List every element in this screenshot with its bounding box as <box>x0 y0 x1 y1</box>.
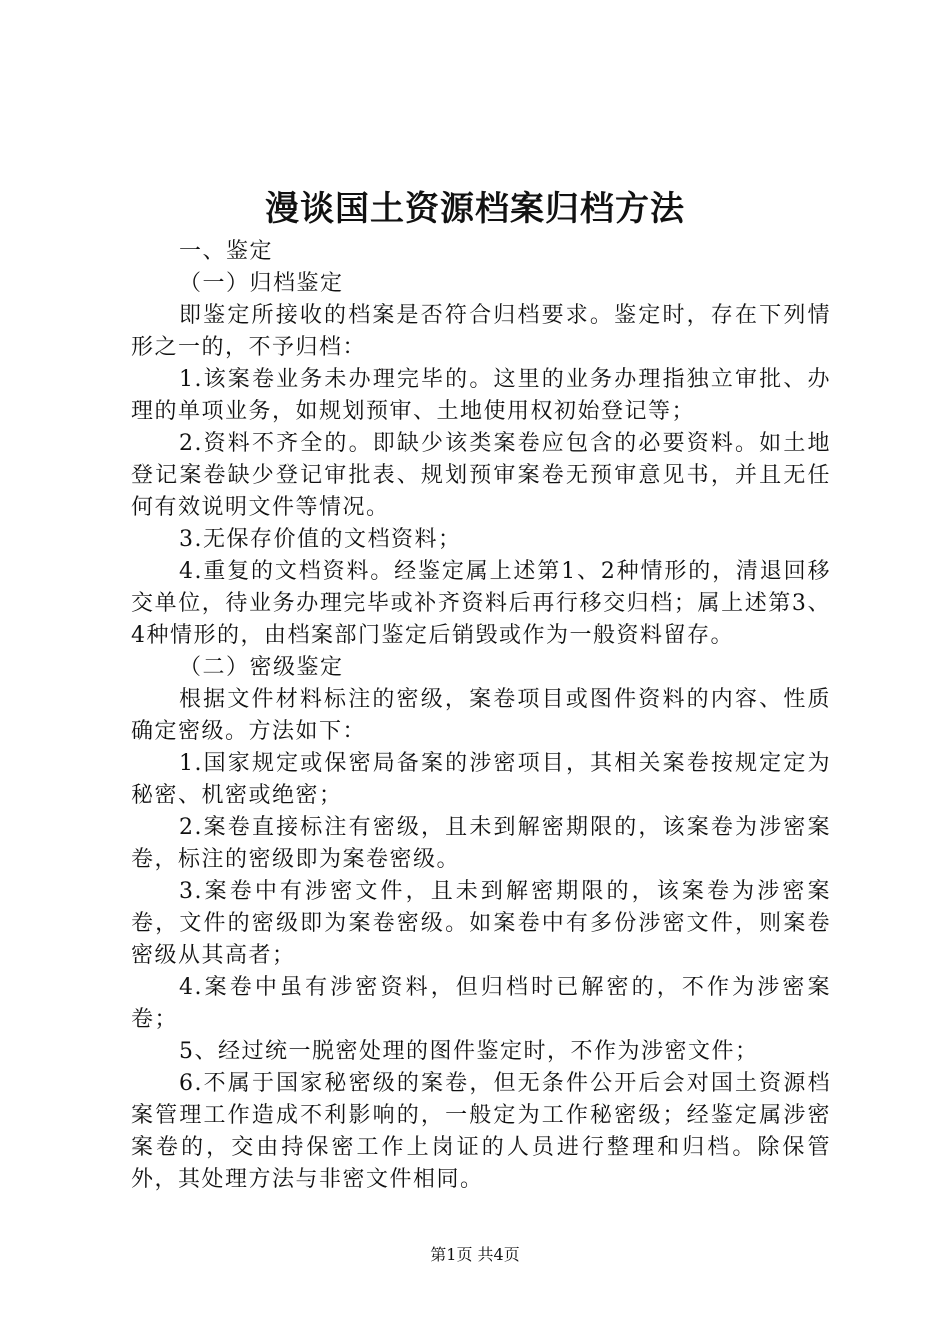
list-item: 4.重复的文档资料。经鉴定属上述第1、2种情形的，清退回移交单位，待业务办理完毕或补齐资料后再行移交归档；属上述第3、4种情形的，由档案部门鉴定后销毁或作为一般资料留存。 <box>131 559 831 648</box>
list-item: 6.不属于国家秘密级的案卷，但无条件公开后会对国土资源档案管理工作造成不利影响的，一般定为工作秘密级；经鉴定属涉密案卷的，交由持保密工作上岗证的人员进行整理和归档。除保管外，其处理方法与非密文件相同。 <box>131 1071 831 1192</box>
list-item: 2.资料不齐全的。即缺少该类案卷应包含的必要资料。如土地登记案卷缺少登记审批表、规划预审案卷无预审意见书，并且无任何有效说明文件等情况。 <box>131 431 831 520</box>
section-heading: 一、鉴定 <box>179 239 274 264</box>
subsection-heading: （二）密级鉴定 <box>179 655 344 680</box>
list-item: 2.案卷直接标注有密级，且未到解密期限的，该案卷为涉密案卷，标注的密级即为案卷密级。 <box>131 815 831 872</box>
document-body <box>131 236 831 1196</box>
body-paragraph: 即鉴定所接收的档案是否符合归档要求。鉴定时，存在下列情形之一的，不予归档： <box>131 303 831 360</box>
subsection-heading: （一）归档鉴定 <box>179 271 344 296</box>
document-title: 漫谈国土资源档案归档方法 <box>265 189 685 229</box>
list-item: 3.无保存价值的文档资料； <box>179 527 462 552</box>
list-item: 1.该案卷业务未办理完毕的。这里的业务办理指独立审批、办理的单项业务，如规划预审、土地使用权初始登记等； <box>131 367 831 424</box>
body-paragraph: 根据文件材料标注的密级，案卷项目或图件资料的内容、性质确定密级。方法如下： <box>131 687 831 744</box>
page-footer: 第1页 共4页 <box>430 1245 520 1264</box>
list-item: 4.案卷中虽有涉密资料，但归档时已解密的，不作为涉密案卷； <box>131 975 831 1032</box>
list-item: 3.案卷中有涉密文件，且未到解密期限的，该案卷为涉密案卷，文件的密级即为案卷密级。如案卷中有多份涉密文件，则案卷密级从其高者； <box>131 879 831 968</box>
list-item: 1.国家规定或保密局备案的涉密项目，其相关案卷按规定定为秘密、机密或绝密； <box>131 751 831 808</box>
list-item: 5、经过统一脱密处理的图件鉴定时，不作为涉密文件； <box>179 1039 759 1064</box>
